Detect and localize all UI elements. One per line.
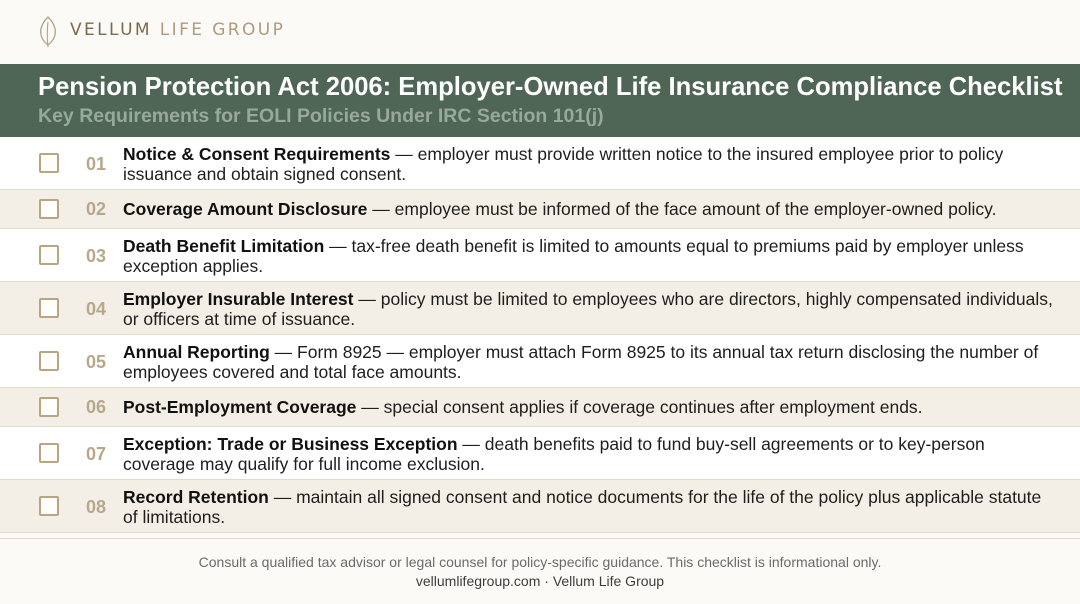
item-number: 07 bbox=[86, 444, 107, 464]
item-description: — policy must be limited to employees who are directors, highly compensated individuals, or officers at time of issuance. bbox=[123, 289, 1053, 329]
checklist-item bbox=[0, 335, 1080, 388]
checklist-item bbox=[0, 427, 1080, 480]
footer-source: vellumlifegroup.com · Vellum Life Group bbox=[415, 573, 665, 589]
item-term: Annual Reporting bbox=[123, 342, 270, 362]
checkbox[interactable] bbox=[39, 245, 59, 265]
brand-name-secondary: LIFE GROUP bbox=[159, 20, 286, 40]
checklist-item bbox=[0, 137, 1080, 190]
item-text bbox=[123, 236, 1058, 276]
item-term: Employer Insurable Interest bbox=[123, 289, 354, 309]
checklist-item bbox=[0, 282, 1080, 335]
checklist bbox=[0, 137, 1080, 533]
leaf-icon bbox=[37, 16, 59, 48]
page-subtitle: Key Requirements for EOLI Policies Under IRC Section 101(j) bbox=[38, 105, 604, 127]
item-number: 02 bbox=[86, 199, 107, 219]
footer bbox=[0, 538, 1080, 604]
item-text bbox=[123, 342, 1058, 382]
item-description: — maintain all signed consent and notice documents for the life of the policy plus applicable statute of limitations. bbox=[123, 487, 1042, 527]
item-description: — death benefits paid to fund buy-sell agreements or to key-person coverage may qualify for full income exclusion. bbox=[123, 434, 985, 474]
item-text bbox=[123, 487, 1058, 527]
item-number: 06 bbox=[86, 397, 107, 417]
checklist-item bbox=[0, 480, 1080, 533]
item-term: Coverage Amount Disclosure bbox=[123, 199, 368, 219]
item-description: — employee must be informed of the face amount of the employer-owned policy. bbox=[367, 199, 997, 219]
page-title: Pension Protection Act 2006: Employer-Owned Life Insurance Compliance Checklist bbox=[38, 73, 1063, 101]
checkbox[interactable] bbox=[39, 298, 59, 318]
item-text bbox=[123, 397, 1058, 417]
checkbox[interactable] bbox=[39, 496, 59, 516]
item-term: Exception: Trade or Business Exception bbox=[123, 434, 458, 454]
item-term: Record Retention bbox=[123, 487, 269, 507]
checklist-item bbox=[0, 190, 1080, 229]
checkbox[interactable] bbox=[39, 199, 59, 219]
item-text bbox=[123, 434, 1058, 474]
page-header bbox=[0, 64, 1080, 137]
item-text bbox=[123, 199, 1058, 219]
item-text bbox=[123, 289, 1058, 329]
item-term: Death Benefit Limitation bbox=[123, 236, 325, 256]
checkbox[interactable] bbox=[39, 153, 59, 173]
brand-bar bbox=[0, 0, 1080, 64]
item-number: 03 bbox=[86, 246, 107, 266]
item-description: — Form 8925 — employer must attach Form 8925 to its annual tax return disclosing the number of employees covered and total face amounts. bbox=[123, 342, 1039, 382]
item-term: Notice & Consent Requirements bbox=[123, 144, 391, 164]
footer-disclaimer: Consult a qualified tax advisor or legal counsel for policy-specific guidance. This checklist is informational only. bbox=[198, 554, 882, 570]
checkbox[interactable] bbox=[39, 351, 59, 371]
item-number: 04 bbox=[86, 299, 107, 319]
item-text bbox=[123, 144, 1058, 184]
item-number: 01 bbox=[86, 154, 107, 174]
item-description: — employer must provide written notice to the insured employee prior to policy issuance and obtain signed consent. bbox=[123, 144, 1004, 184]
item-description: — special consent applies if coverage continues after employment ends. bbox=[356, 397, 923, 417]
checklist-item bbox=[0, 229, 1080, 282]
item-term: Post-Employment Coverage bbox=[123, 397, 357, 417]
item-number: 05 bbox=[86, 352, 107, 372]
brand-name bbox=[70, 20, 285, 40]
item-number: 08 bbox=[86, 497, 107, 517]
checklist-item bbox=[0, 388, 1080, 427]
item-description: — tax-free death benefit is limited to amounts equal to premiums paid by employer unless exception applies. bbox=[123, 236, 1024, 276]
checkbox[interactable] bbox=[39, 397, 59, 417]
checkbox[interactable] bbox=[39, 443, 59, 463]
brand-name-primary: VELLUM bbox=[70, 20, 152, 40]
